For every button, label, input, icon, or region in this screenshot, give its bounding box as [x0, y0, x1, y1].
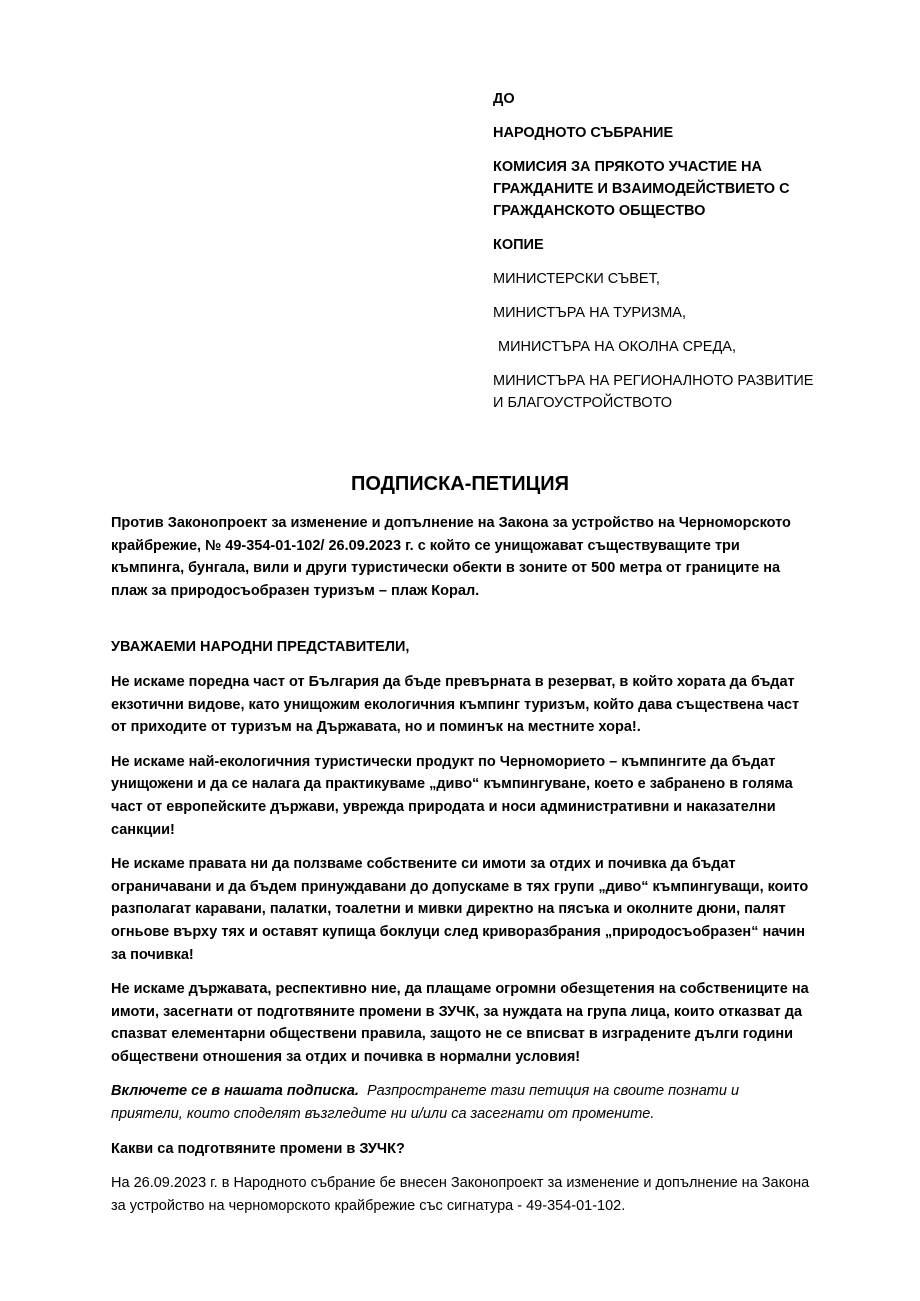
document-title: ПОДПИСКА-ПЕТИЦИЯ [350, 473, 570, 495]
document-body [111, 512, 811, 1229]
paragraph-compensation: Не искаме държавата, респективно ние, да плащаме огромни обезщетения на собствениците на имоти, засегнати от подготвяните промени в ЗУЧК, за нуждата на група лица, които отказват да спазват елементарни обществени правила, защото не се вписват в изградените дълги години обществени отношения за отдих и почивка в нормални условия! [111, 981, 809, 1065]
paragraph-camping: Не искаме най-екологичния туристически продукт по Черноморието – къмпингите да бъдат унищожени и да се налага да практикуваме „диво“ къмпингуване, което е забранено в голяма част от европейските държави, уврежда природата и носи административни и наказателни санкции! [111, 753, 793, 838]
call-to-action [111, 1080, 811, 1125]
call-bold: Включете се в нашата подписка. [111, 1083, 359, 1100]
call-italic: Разпространете тази петиция на своите познати и приятели, които споделят възгледите ни и/или са засегнати от промените. [111, 1083, 740, 1123]
addressee-parliament: НАРОДНОТО СЪБРАНИЕ [493, 125, 674, 141]
addressee-copy-label: КОПИЕ [493, 237, 544, 253]
spacer [111, 614, 811, 636]
intro-paragraph: Против Законопроект за изменение и допълнение на Закона за устройство на Черноморското крайбрежие, № 49-354-01-102/ 26.09.2023 г. с който се унищожават съществуващите три къмпинга, бунгала, вили и други туристически обекти в зоните от 500 метра от границите на плаж за природосъобразен туризъм – плаж Корал. [111, 515, 791, 599]
addressee-cc-council: МИНИСТЕРСКИ СЪВЕТ, [493, 271, 660, 287]
addressee-to: ДО [493, 91, 515, 107]
addressee-cc-environment: МИНИСТЪРА НА ОКОЛНА СРЕДА, [498, 339, 736, 355]
addressee-cc-tourism: МИНИСТЪРА НА ТУРИЗМА, [493, 305, 686, 321]
question-heading: Какви са подготвяните промени в ЗУЧК? [111, 1140, 405, 1157]
addressee-cc-regional: МИНИСТЪРА НА РЕГИОНАЛНОТО РАЗВИТИЕ И БЛАГОУСТРОЙСТВОТО [493, 373, 814, 411]
addressee-commission: КОМИСИЯ ЗА ПРЯКОТО УЧАСТИЕ НА ГРАЖДАНИТЕ И ВЗАИМОДЕЙСТВИЕТО С ГРАЖДАНСКОТО ОБЩЕСТВО [493, 159, 790, 219]
paragraph-reserve: Не искаме поредна част от България да бъде превърната в резерват, в който хората да бъдат екзотични видове, като унищожим екологичния къмпинг туризъм, който дава съществена част от приходите от туризъм на Държавата, но и поминък на местните хора!. [111, 673, 800, 736]
answer-paragraph: На 26.09.2023 г. в Народното събрание бе внесен Законопроект за изменение и допълнение на Закона за устройство на черноморското крайбрежие със сигнатура - 49-354-01-102. [111, 1175, 810, 1214]
paragraph-property-rights: Не искаме правата ни да ползваме собствените си имоти за отдих и почивка да бъдат ограничавани и да бъдем принуждавани до допускаме в тях групи „диво“ къмпингуващи, които разполагат каравани, палатки, тоалетни и мивки директно на пясъка и околните дюни, палят огньове върху тях и оставят купища боклуци след криворазбрания „природосъобразен“ начин за почивка! [111, 856, 809, 963]
salutation: УВАЖАЕМИ НАРОДНИ ПРЕДСТАВИТЕЛИ, [111, 639, 410, 656]
addressee-block [493, 88, 823, 426]
